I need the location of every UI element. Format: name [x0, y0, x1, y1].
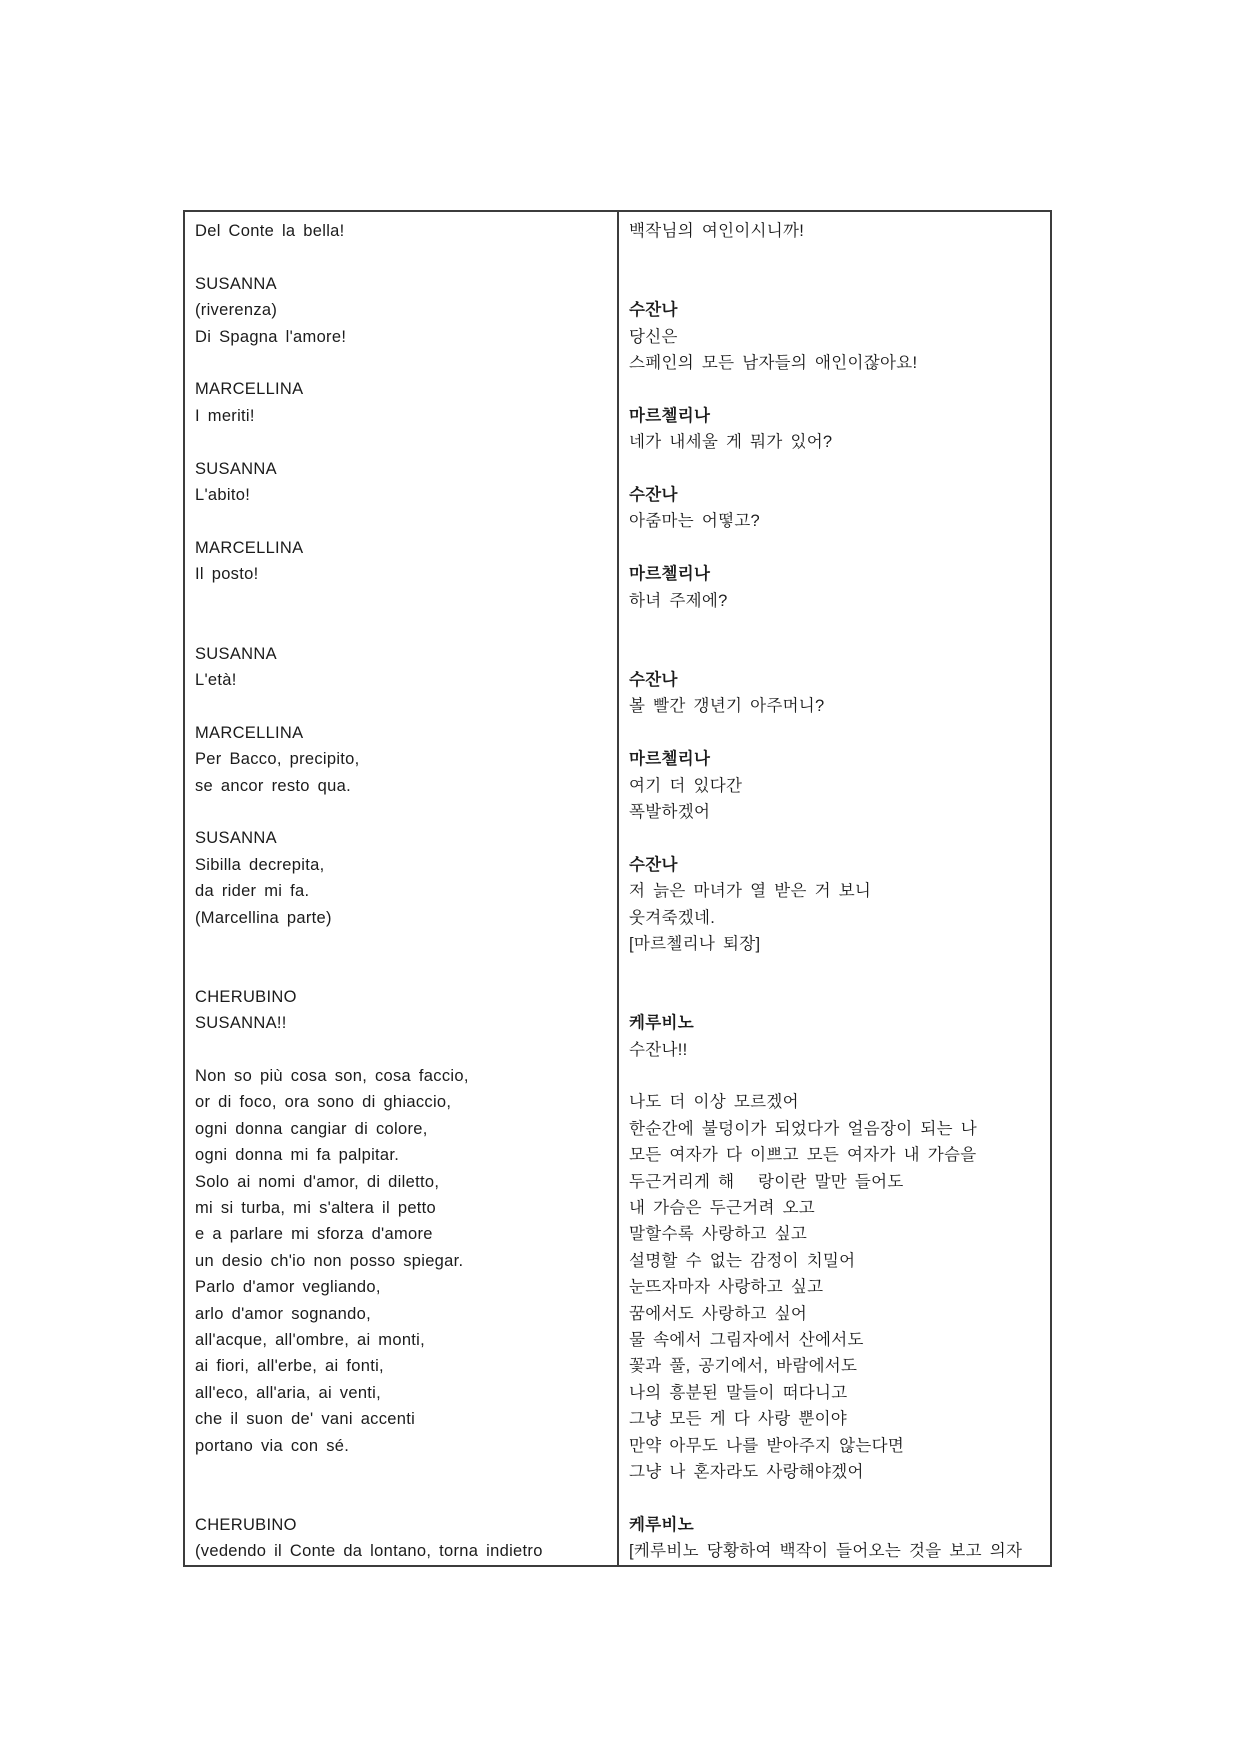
text-line: un desio ch'io non posso spiegar.	[195, 1251, 464, 1270]
blank-line	[629, 957, 1042, 983]
text-line: portano via con sé.	[195, 1436, 350, 1455]
text-line: 백작님의 여인이시니까!	[629, 222, 805, 240]
libretto-table	[183, 210, 1052, 1567]
text-line: (riverenza)	[195, 301, 278, 320]
text-line: 하녀 주제에?	[629, 591, 728, 610]
text-line: da rider mi fa.	[195, 882, 310, 901]
text-line: MARCELLINA	[195, 538, 304, 557]
blank-line	[629, 376, 1042, 402]
text-line: L'età!	[195, 670, 237, 689]
character-name: 마르첼리나	[629, 750, 711, 769]
blank-line	[195, 350, 609, 376]
text-line: 만약 아무도 나를 받아주지 않는다면	[629, 1436, 905, 1455]
text-line: mi si turba, mi s'altera il petto	[195, 1199, 437, 1218]
text-line: CHERUBINO	[195, 1515, 297, 1534]
blank-line	[195, 957, 609, 983]
character-name: 마르첼리나	[629, 565, 711, 584]
text-line: ai fiori, all'erbe, ai fonti,	[195, 1357, 384, 1376]
blank-line	[195, 1459, 609, 1485]
text-line: 그냥 모든 게 다 사랑 뿐이야	[629, 1410, 848, 1429]
blank-line	[629, 825, 1042, 851]
text-line: 네가 내세울 게 뭐가 있어?	[629, 433, 833, 452]
character-name: 케루비노	[629, 1014, 694, 1033]
blank-line	[629, 244, 1042, 270]
text-line: 나의 흥분된 말들이 떠다니고	[629, 1383, 848, 1402]
text-line: Di Spagna l'amore!	[195, 327, 347, 346]
text-line: [마르첼리나 퇴장]	[629, 934, 761, 953]
text-line: 볼 빨간 갱년기 아주머니?	[629, 697, 825, 716]
character-name: 수잔나	[629, 855, 678, 874]
text-line: or di foco, ora sono di ghiaccio,	[195, 1093, 452, 1112]
text-line: all'eco, all'aria, ai venti,	[195, 1383, 382, 1402]
blank-line	[629, 1063, 1042, 1089]
character-name: 수잔나	[629, 486, 678, 505]
text-line: I meriti!	[195, 406, 255, 425]
text-line: 설명할 수 없는 감정이 치밀어	[629, 1251, 856, 1270]
text-line: SUSANNA	[195, 274, 277, 293]
text-line: (Marcellina parte)	[195, 908, 332, 927]
blank-line	[629, 984, 1042, 1010]
text-line: [케루비노 당황하여 백작이 들어오는 것을 보고 의자	[629, 1542, 1023, 1561]
text-line: SUSANNA	[195, 644, 277, 663]
text-line: Sibilla decrepita,	[195, 855, 325, 874]
text-line: L'abito!	[195, 486, 251, 505]
text-line: 웃겨죽겠네.	[629, 908, 716, 927]
text-line: e a parlare mi sforza d'amore	[195, 1225, 433, 1244]
text-line: ogni donna mi fa palpitar.	[195, 1146, 400, 1165]
text-line: 물 속에서 그림자에서 산에서도	[629, 1331, 864, 1350]
character-name: 마르첼리나	[629, 406, 711, 425]
text-line: 여기 더 있다간	[629, 776, 743, 795]
text-line: SUSANNA	[195, 459, 277, 478]
text-line: SUSANNA	[195, 829, 277, 848]
text-line: Del Conte la bella!	[195, 222, 345, 240]
text-line: Per Bacco, precipito,	[195, 750, 360, 769]
blank-line	[629, 535, 1042, 561]
text-line: arlo d'amor sognando,	[195, 1304, 371, 1323]
text-line: Il posto!	[195, 565, 259, 584]
character-name: 수잔나	[629, 670, 678, 689]
text-line: ogni donna cangiar di colore,	[195, 1119, 428, 1138]
blank-line	[629, 271, 1042, 297]
text-line: Solo ai nomi d'amor, di diletto,	[195, 1172, 440, 1191]
blank-line	[195, 1037, 609, 1063]
blank-line	[195, 614, 609, 640]
blank-line	[629, 720, 1042, 746]
blank-line	[195, 429, 609, 455]
text-line: 스페인의 모든 남자들의 애인이잖아요!	[629, 354, 918, 373]
text-line: 당신은	[629, 327, 678, 346]
text-line: 내 가슴은 두근거려 오고	[629, 1199, 816, 1218]
blank-line	[629, 641, 1042, 667]
blank-line	[195, 588, 609, 614]
text-line: 아줌마는 어떻고?	[629, 512, 761, 531]
blank-line	[195, 693, 609, 719]
text-line: SUSANNA!!	[195, 1014, 287, 1033]
blank-line	[195, 799, 609, 825]
korean-column	[619, 212, 1050, 1565]
text-line: 꽃과 풀, 공기에서, 바람에서도	[629, 1357, 858, 1376]
text-line: Parlo d'amor vegliando,	[195, 1278, 381, 1297]
blank-line	[195, 931, 609, 957]
text-line: 폭발하겠어	[629, 802, 711, 821]
text-line: 말할수록 사랑하고 싶고	[629, 1225, 808, 1244]
text-line: se ancor resto qua.	[195, 776, 351, 795]
text-line: all'acque, all'ombre, ai monti,	[195, 1331, 426, 1350]
text-line: Non so più cosa son, cosa faccio,	[195, 1067, 469, 1085]
text-line: 나도 더 이상 모르겠어	[629, 1093, 799, 1112]
text-line: (vedendo il Conte da lontano, torna indietro	[195, 1542, 543, 1561]
blank-line	[195, 508, 609, 534]
blank-line	[195, 244, 609, 270]
italian-column	[185, 212, 619, 1565]
text-line: 눈뜨자마자 사랑하고 싶고	[629, 1278, 824, 1297]
text-line: 모든 여자가 다 이쁘고 모든 여자가 내 가슴을	[629, 1146, 977, 1165]
text-line: 그냥 나 혼자라도 사랑해야겠어	[629, 1463, 864, 1482]
text-line: MARCELLINA	[195, 723, 304, 742]
blank-line	[629, 1486, 1042, 1512]
blank-line	[629, 614, 1042, 640]
text-line: 꿈에서도 사랑하고 싶어	[629, 1304, 808, 1323]
character-name: 수잔나	[629, 301, 678, 320]
text-line: MARCELLINA	[195, 380, 304, 399]
text-line: CHERUBINO	[195, 987, 297, 1006]
text-line: 두근거리게 해 랑이란 말만 들어도	[629, 1172, 904, 1191]
text-line: che il suon de' vani accenti	[195, 1410, 416, 1429]
blank-line	[629, 456, 1042, 482]
text-line: 한순간에 불덩이가 되었다가 얼음장이 되는 나	[629, 1119, 977, 1138]
blank-line	[195, 1486, 609, 1512]
text-line: 수잔나!!	[629, 1040, 688, 1059]
text-line: 저 늙은 마녀가 열 받은 거 보니	[629, 882, 872, 901]
character-name: 케루비노	[629, 1515, 694, 1534]
